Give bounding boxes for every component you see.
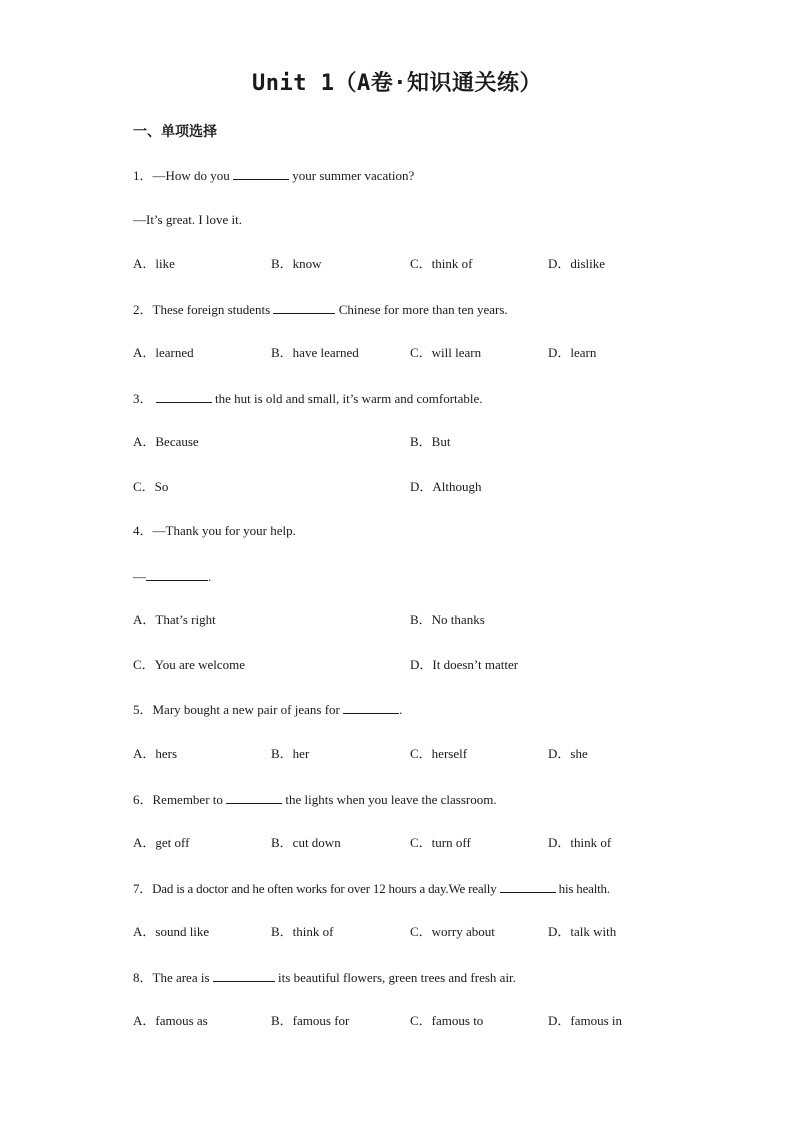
question-8-stem xyxy=(133,969,516,986)
question-3-option-b: B．But xyxy=(410,434,451,449)
question-text: . xyxy=(208,569,212,584)
question-8-option-a: A．famous as xyxy=(133,1013,208,1028)
question-7-stem xyxy=(133,880,610,897)
answer-blank xyxy=(500,880,556,893)
section-heading: 一、单项选择 xyxy=(133,124,217,140)
question-2-option-c: C．will learn xyxy=(410,345,482,360)
question-6-option-d: D．think of xyxy=(548,835,612,850)
question-text: 5．Mary bought a new pair of jeans for xyxy=(133,702,340,717)
question-4-stem: 4．—Thank you for your help. xyxy=(133,523,296,538)
question-5-stem xyxy=(133,701,402,718)
question-7-option-c: C．worry about xyxy=(410,924,495,939)
question-6-option-a: A．get off xyxy=(133,835,190,850)
question-1-option-d: D．dislike xyxy=(548,256,606,271)
answer-blank xyxy=(156,390,212,403)
question-8-option-c: C．famous to xyxy=(410,1013,484,1028)
question-7-option-a: A．sound like xyxy=(133,924,210,939)
question-1-option-a: A．like xyxy=(133,256,175,271)
question-text: 2．These foreign students xyxy=(133,302,271,317)
question-2-option-a: A．learned xyxy=(133,345,194,360)
question-text: his health. xyxy=(558,881,610,896)
question-text: 6．Remember to xyxy=(133,792,223,807)
answer-blank xyxy=(233,167,289,180)
question-text: 8．The area is xyxy=(133,970,210,985)
question-text: your summer vacation? xyxy=(292,168,415,183)
question-6-option-c: C．turn off xyxy=(410,835,471,850)
question-8-option-b: B．famous for xyxy=(271,1013,350,1028)
question-1-option-b: B．know xyxy=(271,256,322,271)
question-text: its beautiful flowers, green trees and fresh air. xyxy=(278,970,516,985)
question-3-option-d: D．Although xyxy=(410,479,482,494)
question-2-stem xyxy=(133,301,508,318)
question-2-option-b: B．have learned xyxy=(271,345,359,360)
question-5-option-b: B．her xyxy=(271,746,310,761)
answer-blank xyxy=(273,301,335,314)
question-3-stem xyxy=(133,390,483,407)
question-7-option-b: B．think of xyxy=(271,924,334,939)
question-text: Chinese for more than ten years. xyxy=(338,302,508,317)
question-6-stem xyxy=(133,791,497,808)
answer-blank xyxy=(146,568,208,581)
question-text: — xyxy=(133,569,146,584)
answer-blank xyxy=(213,969,275,982)
question-5-option-d: D．she xyxy=(548,746,588,761)
question-4-option-b: B．No thanks xyxy=(410,612,485,627)
question-4-option-d: D．It doesn’t matter xyxy=(410,657,519,672)
question-text: 1．—How do you xyxy=(133,168,230,183)
question-4-option-a: A．That’s right xyxy=(133,612,216,627)
question-text: . xyxy=(399,702,403,717)
answer-blank xyxy=(343,701,399,714)
answer-blank xyxy=(226,791,282,804)
question-3-option-c: C．So xyxy=(133,479,169,494)
question-1-stem xyxy=(133,167,414,184)
question-5-option-c: C．herself xyxy=(410,746,468,761)
question-4-option-c: C．You are welcome xyxy=(133,657,246,672)
page-title: Unit 1（A卷·知识通关练） xyxy=(252,71,542,96)
question-1-option-c: C．think of xyxy=(410,256,473,271)
question-text: the hut is old and small, it’s warm and comfortable. xyxy=(215,391,483,406)
question-text: 3． xyxy=(133,391,153,406)
question-8-option-d: D．famous in xyxy=(548,1013,623,1028)
question-6-option-b: B．cut down xyxy=(271,835,341,850)
question-3-option-a: A．Because xyxy=(133,434,199,449)
question-text: the lights when you leave the classroom. xyxy=(285,792,497,807)
question-1-reply: —It’s great. I love it. xyxy=(133,212,243,227)
question-text: 7．Dad is a doctor and he often works for over 12 hours a day.We really xyxy=(133,881,497,896)
question-4-reply xyxy=(133,568,211,585)
question-7-option-d: D．talk with xyxy=(548,924,617,939)
question-2-option-d: D．learn xyxy=(548,345,597,360)
question-5-option-a: A．hers xyxy=(133,746,178,761)
